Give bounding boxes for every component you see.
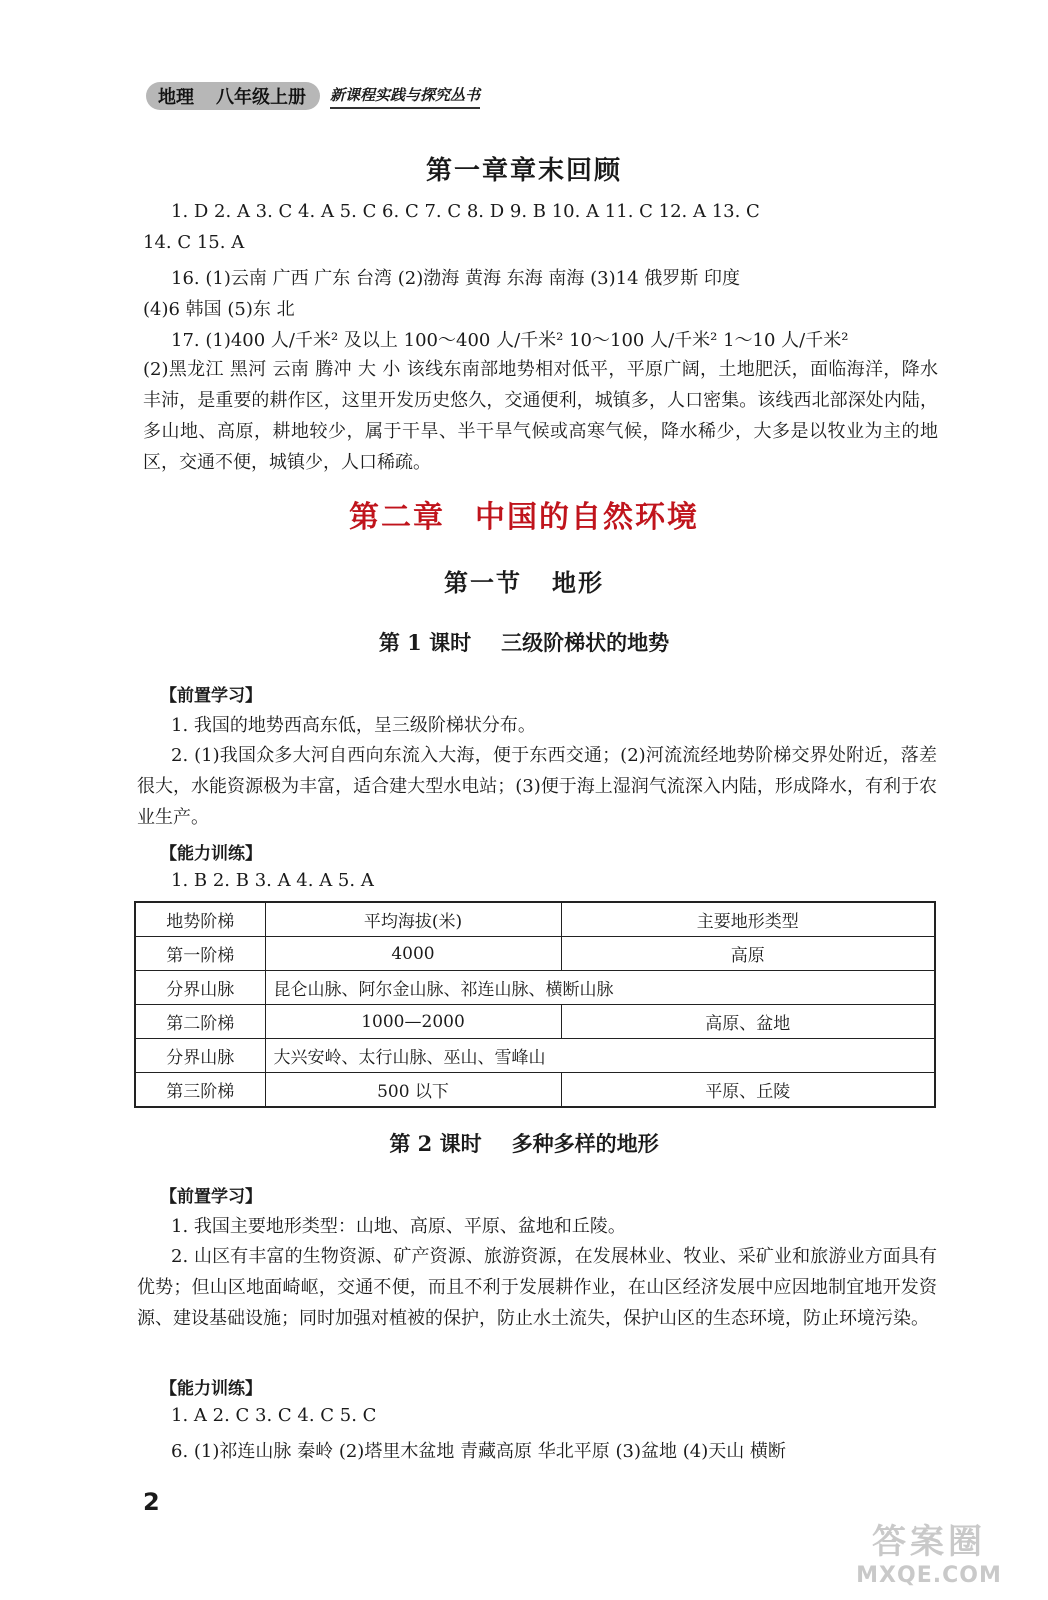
lesson1-ability1: 1. B 2. B 3. A 4. A 5. A (171, 870, 374, 891)
table-cell: 分界山脉 (135, 1039, 265, 1073)
review-q16-line2: (4)6 韩国 (5)东 北 (143, 299, 295, 320)
table-row (135, 1073, 935, 1108)
table-cell: 平原、丘陵 (561, 1073, 935, 1108)
lesson2-heading (0, 1128, 1048, 1158)
watermark-logo: 答案圈 (872, 1522, 986, 1562)
table-cell: 大兴安岭、太行山脉、巫山、雪峰山 (265, 1039, 935, 1073)
section-heading (0, 563, 1048, 598)
review-mc-line1: 1. D 2. A 3. C 4. A 5. C 6. C 7. C 8. D 9. B 10. A 11. C 12. A 13. C (171, 201, 760, 222)
lesson1-pre2: 2. (1)我国众多大河自西向东流入大海，便于东西交通；(2)河流流经地势阶梯交界处附近，落差很大，水能资源极为丰富，适合建大型水电站；(3)便于海上湿润气流深入内陆，形成降水，有利于农业生产。 (137, 745, 937, 828)
table-cell: 高原 (561, 937, 935, 971)
table-cell: 500 以下 (265, 1073, 561, 1108)
section-number: 第一节 (444, 568, 522, 597)
page-number: 2 (143, 1488, 160, 1516)
lesson2-label: 第 2 课时 (389, 1131, 482, 1156)
review-mc-line2: 14. C 15. A (143, 232, 245, 253)
table-row (135, 1005, 935, 1039)
table-cell: 1000—2000 (265, 1005, 561, 1039)
watermark (834, 1514, 1024, 1588)
table-row (135, 971, 935, 1005)
table-row (135, 937, 935, 971)
subject-grade-tag (146, 82, 320, 110)
lesson1-pre-heading: 【前置学习】 (160, 686, 262, 706)
table-header-cell: 主要地形类型 (561, 902, 935, 937)
lesson1-ability-heading: 【能力训练】 (160, 844, 262, 864)
series-label: 新课程实践与探究丛书 (330, 84, 480, 109)
chapter-name: 中国的自然环境 (475, 500, 699, 535)
section-name: 地形 (552, 568, 604, 597)
lesson2-pre1: 1. 我国主要地形类型：山地、高原、平原、盆地和丘陵。 (171, 1216, 626, 1237)
table-cell: 分界山脉 (135, 971, 265, 1005)
grade-label: 八年级上册 (216, 87, 306, 108)
lesson2-ability-heading: 【能力训练】 (160, 1379, 262, 1399)
lesson1-label: 第 1 课时 (378, 630, 472, 655)
lesson2-pre2: 2. 山区有丰富的生物资源、矿产资源、旅游资源，在发展林业、牧业、采矿业和旅游业方面具有优势；但山区地面崎岖，交通不便，而且不利于发展耕作业，在山区经济发展中应因地制宜地开发资源、建设基础设施；同时加强对植被的保护，防止水土流失，保护山区的生态环境，防止环境污染。 (137, 1246, 937, 1329)
table-header-cell: 地势阶梯 (135, 902, 265, 937)
review-q17-paragraph: (2)黑龙江 黑河 云南 腾冲 大 小 该线东南部地势相对低平，平原广阔，土地肥沃，面临海洋，降水丰沛，是重要的耕作区，这里开发历史悠久，交通便利，城镇多，人口密集。该线西北部深处内陆，多山地、高原，耕地较少，属于干旱、半干旱气候或高寒气候，降水稀少，大多是以牧业为主的地区，交通不便，城镇少，人口稀疏。 (143, 359, 938, 473)
lesson2-name: 多种多样的地形 (511, 1131, 659, 1156)
terrain-ladder-table (134, 901, 936, 1108)
watermark-url: MXQE.COM (856, 1563, 1002, 1588)
subject-label: 地理 (158, 87, 194, 108)
table-cell: 第二阶梯 (135, 1005, 265, 1039)
chapter-number: 第二章 (349, 500, 445, 535)
chapter-heading (0, 492, 1048, 536)
lesson2-ability6: 6. (1)祁连山脉 秦岭 (2)塔里木盆地 青藏高原 华北平原 (3)盆地 (4)天山 横断 (171, 1441, 786, 1462)
lesson2-ability1: 1. A 2. C 3. C 4. C 5. C (171, 1405, 377, 1426)
table-cell: 高原、盆地 (561, 1005, 935, 1039)
lesson2-pre-heading: 【前置学习】 (160, 1187, 262, 1207)
table-cell: 第三阶梯 (135, 1073, 265, 1108)
lesson1-pre1: 1. 我国的地势西高东低，呈三级阶梯状分布。 (171, 715, 536, 736)
table-header-cell: 平均海拔(米) (265, 902, 561, 937)
running-header (146, 80, 480, 112)
lesson1-name: 三级阶梯状的地势 (501, 630, 670, 655)
table-header-row (135, 902, 935, 937)
table-cell: 4000 (265, 937, 561, 971)
table-cell: 昆仑山脉、阿尔金山脉、祁连山脉、横断山脉 (265, 971, 935, 1005)
review-q16-line1: 16. (1)云南 广西 广东 台湾 (2)渤海 黄海 东海 南海 (3)14 俄罗斯 印度 (171, 268, 740, 289)
table-cell: 第一阶梯 (135, 937, 265, 971)
review-title: 第一章章末回顾 (425, 156, 622, 186)
lesson1-heading (0, 627, 1048, 657)
table-row (135, 1039, 935, 1073)
review-q17-line1: 17. (1)400 人/千米² 及以上 100～400 人/千米² 10～100 人/千米² 1～10 人/千米² (171, 330, 849, 351)
